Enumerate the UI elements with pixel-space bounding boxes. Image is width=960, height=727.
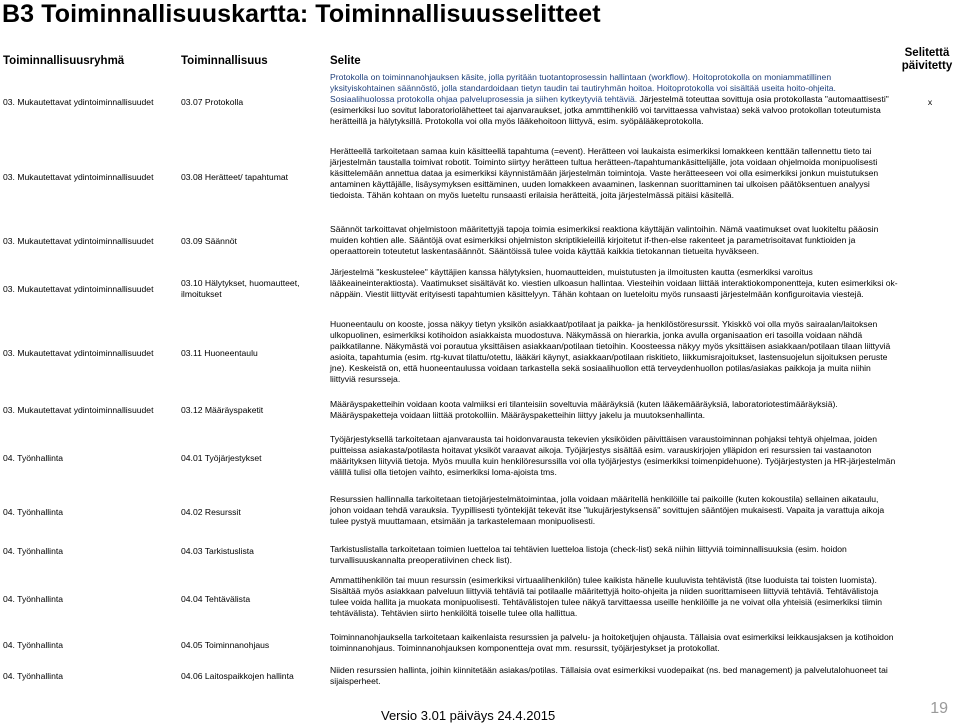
row-function: 04.04 Tehtävälista: [181, 594, 251, 604]
row-description: Tarkistuslistalla tarkoitetaan toimien luetteloa tai tehtävien luetteloa listoja (check-list) sekä niihin liittyviä toiminnallisuuksia (esim. hoidon turvallisuuskannalta preoperatiivinen check list).: [330, 544, 847, 565]
row-description-text: Järjestelmä toteuttaa sovittuja osia protokollasta "automaattisesti" (esimerkiksi luo sovitut laboratoriolähetteet tai ajanvaraukset, jotka ammttihenkilö voi tarvittaessa vahvistaa) sekä valvoo protokollan toteutumista herätteillä ja hälytyksillä. Protokolla voi olla myös lääkehoitoon liittyvä, esim. syöpälääkeprotokolla.: [330, 94, 889, 126]
row-function: 04.03 Tarkistuslista: [181, 546, 254, 556]
row-function: 04.06 Laitospaikkojen hallinta: [181, 671, 294, 681]
row-group: 03. Mukautettavat ydintoiminnallisuudet: [3, 284, 154, 294]
row-function: 03.07 Protokolla: [181, 97, 244, 107]
page-title: B3 Toiminnallisuuskartta: Toiminnallisuusselitteet: [2, 0, 601, 28]
row-function: 03.11 Huoneentaulu: [181, 348, 258, 358]
column-header-description: Selite: [330, 55, 361, 67]
column-header-updated: [897, 47, 957, 73]
page-number: 19: [930, 700, 948, 717]
column-header-updated-line2: päivitetty: [901, 60, 953, 72]
updated-mark: x: [927, 97, 933, 107]
column-header-group: Toiminnallisuusryhmä: [3, 55, 125, 67]
column-header-function: Toiminnallisuus: [181, 55, 268, 67]
row-description: Huoneentaulu on kooste, jossa näkyy tietyn yksikön asiakkaat/potilaat ja paikka- ja henkilöstöresurssit. Ykiskkö voi olla myös sairaalan/laitoksen ulkopuolinen, esimerkiksi kotihoidon asiakkaista muodostuva. Näkymässä on hierarkia, jonka avulla organisaation eri tasoilla voidaan nähdä paikkatilanne. Näkymästä voi porautua yksittäisen asiakkaan/potilaan tietoihin. Koosteessa näkyy myös yksittäisen asiakkaan/potilaan tilaan liittyviä asioita, tapahtumia (esim. rtg-kuvat tilattu/otettu, lääkäri käynyt, asiakkaan/potilaan riskitieto, liikkumisrajoitukset, lastensuojelun sijoituksen peruste jne). Keskeistä on, että huoneentaulussa voidaan tarkastella sekä sosiaalihuollon että terveydenhuollon potilas/asiakas paikkoja ja muita niihin liittyviä resursseja.: [330, 319, 891, 384]
row-group: 03. Mukautettavat ydintoiminnallisuudet: [3, 405, 154, 415]
row-function: 03.10 Hälytykset, huomautteet, ilmoitukset: [181, 278, 300, 299]
column-header-updated-line1: Selitettä: [904, 47, 950, 59]
row-group: 03. Mukautettavat ydintoiminnallisuudet: [3, 172, 154, 182]
row-group: 04. Työnhallinta: [3, 546, 64, 556]
row-function: 03.12 Määräyspaketit: [181, 405, 264, 415]
row-group: 04. Työnhallinta: [3, 640, 64, 650]
row-description: Toiminnanohjauksella tarkoitetaan kaikenlaista resurssien ja palvelu- ja hoitoketjujen ohjausta. Tällaisia ovat esimerkiksi leikkausjaksen ja kotihoidon toiminnanohjaus. Toiminnanohjauksen komponentteja ovat mm. resurssit, työjärjestykset ja protokollat.: [330, 632, 894, 653]
row-description-highlight: Protokolla on toiminnanohjauksen käsite, jolla pyritään tuotantoprosessin hallintaan (workflow). Hoitoprotokolla on moniammatillinen yksityiskohtainen säännöstö, jolla standardoidaan tietyn taudin tai tautiryhmän hoitoa. Hoitoprotokolla voi sisältää useita hoito-ohjeita. Sosiaalihuolossa protokolla ohjaa palveluprosessia ja siihen kytkeytyviä tehtäviä.: [330, 72, 836, 104]
row-description: Säännöt tarkoittavat ohjelmistoon määritettyjä tapoja toimia esimerkiksi reaktiona käyttäjän valintoihin. Nämä vaatimukset ovat luokiteltu pääosin muiden kohtien alle. Sääntöjä ovat esimerkiksi ohjelmiston skriptikieleillä kirjoitetut if-then-else rakenteet ja parametrisoitavat funktioiden ja operaattorein toteutetut laskentasäännöt. Sääntöissä tulee voida käyttää kaikkia tietokannan tietueita hyväkseen.: [330, 224, 879, 256]
row-group: 04. Työnhallinta: [3, 671, 64, 681]
row-function: 03.09 Säännöt: [181, 236, 237, 246]
row-group: 04. Työnhallinta: [3, 507, 64, 517]
row-group: 04. Työnhallinta: [3, 453, 64, 463]
row-function: 04.02 Resurssit: [181, 507, 241, 517]
row-group: 03. Mukautettavat ydintoiminnallisuudet: [3, 236, 154, 246]
row-description: Määräyspaketteihin voidaan koota valmiiksi eri tilanteisiin soveltuvia määräyksiä (kuten lääkemääräyksiä, laboratoriotestimääräyksiä). Määräyspaketteja voidaan liittää protokolliin. Määräyspaketteihin liittyy jakelu ja muutoksenhallinta.: [330, 399, 838, 420]
row-description: Herätteellä tarkoitetaan samaa kuin käsitteellä tapahtuma (=event). Herätteen voi laukaista esimerkiksi lomakkeen kenttään tallennettu tieto tai järjestelmän taustalla toimivat robotit. Toiminto siirtyy herätteen tultua herätteen-/tapahtumankäsittelijälle, jota voidaan ohjelmoida monipuolisesti käsittelemään annettua dataa ja esimerkiksi käynnistämään järjestelmän toimintoja. Vaste herätteeseen voi olla esimerkiksi jonkun muistutuksen antaminen käyttäjälle, lisäysymyksen esittäminen, uuden lomakkeen avaaminen, laskennan suorittaminen tai ulkoisen päätöksentuen analyysi tiedoista. Tähän kohtaan on myös lueteltu runsaasti erilaisia herätteitä, joita järjestelmässä pitäisi käsitellä.: [330, 146, 879, 200]
row-description: Resurssien hallinnalla tarkoitetaan tietojärjestelmätoimintaa, jolla voidaan määritellä henkilöille tai paikoille (kuten kokoustila) sellainen aikataulu, johon voidaan tehdä varauksia. Tyypillisesti työntekijät tekevät itse "lukujärjestyksensä" sovittujen sääntöjen mukaisesti. Vapaita ja varattuja aikoja tulee pystyä muuttamaan, etsimään ja tarkastelemaan monipuolisesti.: [330, 494, 885, 526]
row-function: 04.05 Toiminnanohjaus: [181, 640, 270, 650]
row-group: 03. Mukautettavat ydintoiminnallisuudet: [3, 97, 154, 107]
row-description: Työjärjestyksellä tarkoitetaan ajanvarausta tai hoidonvarausta tekevien yksiköiden päivittäisen varaustoiminnan pohjaksi tehtyä ohjelmaa, joiden puitteissa asiakasta/potilasta hoitavat yksiköt varaavat aikoja. Työjärjestys sisältää esim. varauskirjojen ylläpidon eri resurssien tai vastaanoton määrityksen liityviä tietoja. Myös muulla kuin henkilöresurssilla voi olla työjärjestys (esimerkiksi toimenpidehuone). Työjärjestysten ja HR-järjestelmän välillä tulisi olla tietojen vaihto, esimerkiksi loma-ajoista tms.: [330, 434, 896, 477]
row-description: Järjestelmä "keskustelee" käyttäjien kanssa hälytyksien, huomautteiden, muistutusten ja ilmoitusten kautta (esmerkiksi varoitus lääkeaineinteraktiosta). Vaatimukset sisältävät ko. viestien ulkoasun hallintaa. Viesteihin voidaan liittää interaktiokomponentteja, kuten esimerkiksi ok-näppäin. Viestit liittyvät erityisesti tapahtumien käsittelyyn. Tähän kohtaan on lueteloitu myös runsaasti järjestelmään konfiguroitavia viestejä.: [330, 267, 898, 299]
row-description: Ammattihenkilön tai muun resurssin (esimerkiksi virtuaalihenkilön) tulee kaikista hänelle kuuluvista tehtävistä (itse luoduista tai toisten luomista). Sisältää myös asiakkaan palveluun liittyviä tehtäviä tai potilaalle määritettyjä hoito-ohjeita ja niiden suorittamiseen liittyviä tehtäviä. Tehtävälistoja tulee voida hallita ja muokata monipuolisesti. Tehtävälistojen tulee näkyä tarvittaessa useille henkilöille ja ne voivat olla yhteisiä (esimerkiksi tiimin tehtävälista). Tehtävien siirto henkilöltä toiselle tulee olla hallittua.: [330, 575, 883, 618]
row-group: 04. Työnhallinta: [3, 594, 64, 604]
version-footer: Versio 3.01 päiväys 24.4.2015: [381, 708, 556, 723]
row-description: Niiden resurssien hallinta, joihin kiinnitetään asiakas/potilas. Tällaisia ovat esimerkiksi vuodepaikat (ns. bed management) ja palvelutalohuoneet tai sijaisperheet.: [330, 665, 888, 686]
row-function: 04.01 Työjärjestykset: [181, 453, 262, 463]
row-function: 03.08 Herätteet/ tapahtumat: [181, 172, 289, 182]
row-description: [330, 72, 898, 127]
row-group: 03. Mukautettavat ydintoiminnallisuudet: [3, 348, 154, 358]
